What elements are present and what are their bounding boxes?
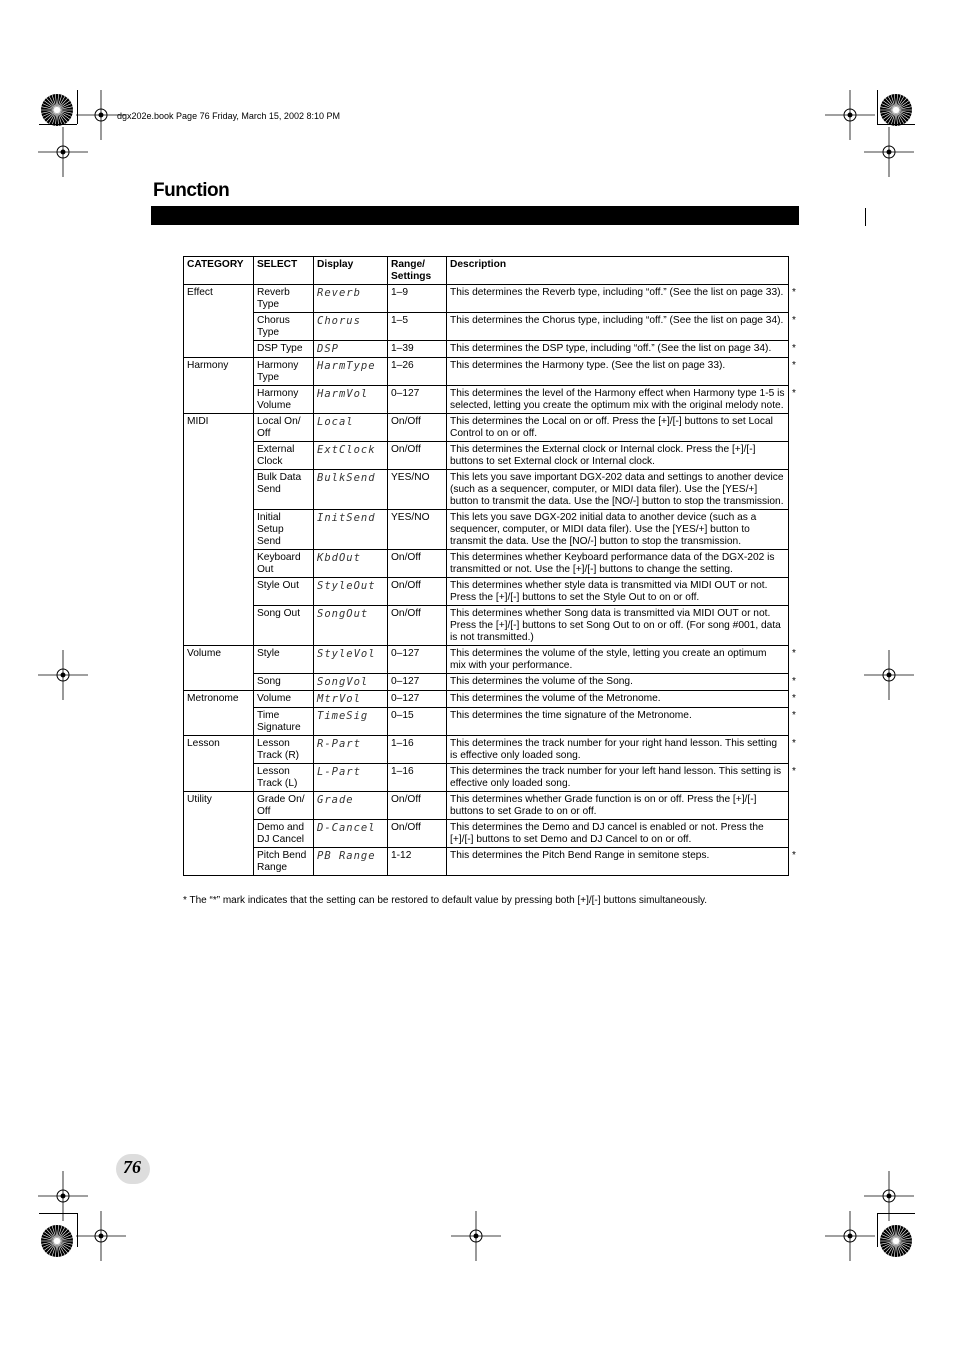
range-cell: 1–39 (388, 341, 447, 358)
description-cell: This determines whether Keyboard performance data of the DGX-202 is transmitted or not. Use the [+]/[-] buttons to change the setting. (447, 550, 789, 578)
crop-mark (77, 1213, 78, 1247)
table-row (184, 285, 789, 313)
range-cell: On/Off (388, 792, 447, 820)
select-cell: Volume (254, 691, 314, 708)
display-cell (314, 578, 388, 606)
registration-crosshair-icon (825, 1211, 875, 1261)
lcd-display-text: HarmType (317, 360, 376, 372)
registration-crosshair-icon (38, 650, 88, 700)
default-restore-mark: * (792, 709, 796, 721)
table-row (184, 820, 789, 848)
display-cell (314, 386, 388, 414)
table-row (184, 646, 789, 674)
default-restore-mark: * (792, 675, 796, 687)
display-cell (314, 470, 388, 510)
registration-burst-icon (40, 1224, 74, 1258)
table-row (184, 606, 789, 646)
table-row (184, 510, 789, 550)
select-cell: Initial Setup Send (254, 510, 314, 550)
registration-crosshair-icon (864, 127, 914, 177)
description-cell: This determines the Pitch Bend Range in semitone steps. (447, 848, 789, 876)
select-cell: Grade On/ Off (254, 792, 314, 820)
select-cell: Pitch Bend Range (254, 848, 314, 876)
lcd-display-text: StyleVol (317, 648, 376, 660)
range-cell: YES/NO (388, 470, 447, 510)
default-restore-mark: * (792, 387, 796, 399)
description-cell: This determines whether style data is transmitted via MIDI OUT or not. Press the [+]/[-] buttons to set the Style Out to on or off. (447, 578, 789, 606)
display-cell (314, 646, 388, 674)
lcd-display-text: MtrVol (317, 693, 361, 705)
display-cell (314, 691, 388, 708)
registration-crosshair-icon (38, 127, 88, 177)
lcd-display-text: Chorus (317, 315, 361, 327)
default-restore-mark: * (792, 849, 796, 861)
category-cell: Metronome (184, 691, 254, 736)
lcd-display-text: R-Part (317, 738, 361, 750)
select-cell: Time Signature (254, 708, 314, 736)
table-row (184, 442, 789, 470)
section-title: Function (153, 180, 230, 201)
crop-mark (877, 124, 915, 125)
description-cell: This determines the DSP type, including “off.” (See the list on page 34). (447, 341, 789, 358)
range-cell: On/Off (388, 442, 447, 470)
header-category: CATEGORY (184, 257, 254, 285)
display-cell (314, 358, 388, 386)
display-cell (314, 792, 388, 820)
description-cell: This determines the volume of the Metronome. (447, 691, 789, 708)
description-cell: This determines the Chorus type, including “off.” (See the list on page 34). (447, 313, 789, 341)
category-cell: MIDI (184, 414, 254, 646)
range-cell: 0–127 (388, 386, 447, 414)
table-row (184, 848, 789, 876)
crop-mark (39, 1213, 77, 1214)
description-cell: This determines the External clock or Internal clock. Press the [+]/[-] buttons to set External clock or Internal clock. (447, 442, 789, 470)
select-cell: Song Out (254, 606, 314, 646)
table-row (184, 674, 789, 691)
select-cell: External Clock (254, 442, 314, 470)
registration-crosshair-icon (864, 650, 914, 700)
header-description: Description (447, 257, 789, 285)
default-restore-mark: * (792, 314, 796, 326)
select-cell: Harmony Type (254, 358, 314, 386)
default-restore-mark: * (792, 342, 796, 354)
range-cell: 1–5 (388, 313, 447, 341)
display-cell (314, 313, 388, 341)
lcd-display-text: StyleOut (317, 580, 376, 592)
description-cell: This determines the Local on or off. Press the [+]/[-] buttons to set Local Control to on or off. (447, 414, 789, 442)
lcd-display-text: BulkSend (317, 472, 376, 484)
range-cell: YES/NO (388, 510, 447, 550)
select-cell: Local On/ Off (254, 414, 314, 442)
range-cell: 1–9 (388, 285, 447, 313)
description-cell: This determines whether Song data is transmitted via MIDI OUT or not. Press the [+]/[-] buttons to set Song Out to on or off. (For song #001, data is not transmitted.) (447, 606, 789, 646)
lcd-display-text: L-Part (317, 766, 361, 778)
footnote: * The “*” mark indicates that the setting can be restored to default value by pressing both [+]/[-] buttons simultaneously. (183, 895, 708, 906)
select-cell: Lesson Track (L) (254, 764, 314, 792)
table-row (184, 470, 789, 510)
description-cell: This determines the time signature of the Metronome. (447, 708, 789, 736)
table-row (184, 736, 789, 764)
description-cell: This determines the track number for your right hand lesson. This setting is effective only loaded song. (447, 736, 789, 764)
lcd-display-text: SongVol (317, 676, 369, 688)
range-cell: 1-12 (388, 848, 447, 876)
display-cell (314, 764, 388, 792)
select-cell: Song (254, 674, 314, 691)
default-restore-mark: * (792, 359, 796, 371)
category-cell: Utility (184, 792, 254, 876)
lcd-display-text: HarmVol (317, 388, 369, 400)
crop-mark (865, 208, 866, 226)
default-restore-mark: * (792, 765, 796, 777)
crop-mark (39, 124, 77, 125)
table-row (184, 550, 789, 578)
header-display: Display (314, 257, 388, 285)
range-cell: 1–16 (388, 764, 447, 792)
description-cell: This lets you save important DGX-202 data and settings to another device (such as a sequencer, computer, or MIDI data filer). Use the [YES/+] button to transmit the data. Use the [NO/-] button to stop the transmission. (447, 470, 789, 510)
file-info-header: dgx202e.book Page 76 Friday, March 15, 2002 8:10 PM (117, 111, 340, 121)
lcd-display-text: InitSend (317, 512, 376, 524)
category-cell: Volume (184, 646, 254, 691)
table-row (184, 708, 789, 736)
description-cell: This determines the Demo and DJ cancel is enabled or not. Press the [+]/[-] buttons to set Demo and DJ Cancel to on or off. (447, 820, 789, 848)
description-cell: This determines the Reverb type, including “off.” (See the list on page 33). (447, 285, 789, 313)
description-cell: This determines the volume of the style, letting you create an optimum mix with your performance. (447, 646, 789, 674)
crop-mark (877, 1213, 915, 1214)
range-cell: 0–127 (388, 674, 447, 691)
select-cell: Lesson Track (R) (254, 736, 314, 764)
select-cell: Style (254, 646, 314, 674)
registration-crosshair-icon (76, 1211, 126, 1261)
table-row (184, 792, 789, 820)
table-row (184, 414, 789, 442)
description-cell: This determines the volume of the Song. (447, 674, 789, 691)
registration-burst-icon (879, 1224, 913, 1258)
description-cell: This determines the Harmony type. (See the list on page 33). (447, 358, 789, 386)
display-cell (314, 510, 388, 550)
crop-mark (77, 90, 78, 124)
default-restore-mark: * (792, 737, 796, 749)
display-cell (314, 708, 388, 736)
range-cell: On/Off (388, 606, 447, 646)
range-cell: 1–16 (388, 736, 447, 764)
function-table (183, 256, 789, 876)
lcd-display-text: Local (317, 416, 354, 428)
table-row (184, 578, 789, 606)
description-cell: This determines the track number for your left hand lesson. This setting is effective only loaded song. (447, 764, 789, 792)
category-cell: Lesson (184, 736, 254, 792)
select-cell: Chorus Type (254, 313, 314, 341)
category-cell: Effect (184, 285, 254, 358)
range-cell: On/Off (388, 578, 447, 606)
description-cell: This determines the level of the Harmony effect when Harmony type 1-5 is selected, letting you create the optimum mix with the original melody note. (447, 386, 789, 414)
default-restore-mark: * (792, 647, 796, 659)
registration-crosshair-icon (451, 1211, 501, 1261)
lcd-display-text: ExtClock (317, 444, 376, 456)
select-cell: Demo and DJ Cancel (254, 820, 314, 848)
crop-mark (877, 90, 878, 124)
description-cell: This lets you save DGX-202 initial data to another device (such as a sequencer, computer, or MIDI data filer). Use the [YES/+] button to transmit the data. Use the [NO/-] button to stop the transmission. (447, 510, 789, 550)
range-cell: 1–26 (388, 358, 447, 386)
lcd-display-text: D-Cancel (317, 822, 376, 834)
lcd-display-text: Reverb (317, 287, 361, 299)
default-restore-mark: * (792, 286, 796, 298)
lcd-display-text: PB Range (317, 850, 376, 862)
display-cell (314, 848, 388, 876)
lcd-display-text: SongOut (317, 608, 369, 620)
select-cell: Harmony Volume (254, 386, 314, 414)
registration-burst-icon (40, 93, 74, 127)
range-cell: 0–127 (388, 646, 447, 674)
registration-burst-icon (879, 93, 913, 127)
table-header-row (184, 257, 789, 285)
crop-mark (877, 1213, 878, 1247)
display-cell (314, 414, 388, 442)
range-cell: 0–15 (388, 708, 447, 736)
select-cell: Style Out (254, 578, 314, 606)
table-row (184, 341, 789, 358)
select-cell: Reverb Type (254, 285, 314, 313)
range-cell: On/Off (388, 820, 447, 848)
lcd-display-text: Grade (317, 794, 354, 806)
default-restore-mark: * (792, 692, 796, 704)
category-cell: Harmony (184, 358, 254, 414)
table-row (184, 358, 789, 386)
header-range: Range/ Settings (388, 257, 447, 285)
display-cell (314, 736, 388, 764)
display-cell (314, 820, 388, 848)
table-row (184, 691, 789, 708)
select-cell: Bulk Data Send (254, 470, 314, 510)
select-cell: Keyboard Out (254, 550, 314, 578)
lcd-display-text: DSP (317, 343, 339, 355)
display-cell (314, 606, 388, 646)
header-select: SELECT (254, 257, 314, 285)
select-cell: DSP Type (254, 341, 314, 358)
range-cell: On/Off (388, 414, 447, 442)
display-cell (314, 285, 388, 313)
lcd-display-text: TimeSig (317, 710, 369, 722)
range-cell: 0–127 (388, 691, 447, 708)
range-cell: On/Off (388, 550, 447, 578)
title-rule (151, 206, 799, 225)
page-number-badge (116, 1154, 150, 1184)
display-cell (314, 550, 388, 578)
display-cell (314, 674, 388, 691)
table-row (184, 313, 789, 341)
description-cell: This determines whether Grade function is on or off. Press the [+]/[-] buttons to set Grade to on or off. (447, 792, 789, 820)
lcd-display-text: KbdOut (317, 552, 361, 564)
table-row (184, 386, 789, 414)
page-number: 76 (123, 1157, 141, 1177)
display-cell (314, 341, 388, 358)
display-cell (314, 442, 388, 470)
table-row (184, 764, 789, 792)
